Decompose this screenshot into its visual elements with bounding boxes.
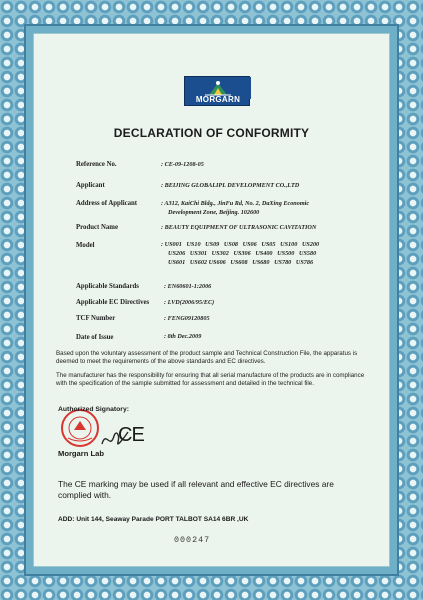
field-value-address-line2: Development Zone, Beijing. 102600 bbox=[168, 209, 260, 216]
lab-name: Morgarn Lab bbox=[58, 449, 104, 458]
assessment-paragraph: Based upon the voluntary assessment of the product sample and Technical Construction File, the apparatus is deemed to meet the requirements of the above standards and EC directives. bbox=[56, 350, 358, 365]
field-value-model-line2: US206 US301 US302 US306 US400 US500 US580 bbox=[168, 250, 317, 257]
red-stamp-icon bbox=[60, 408, 100, 448]
field-value-tcf: : FENG09120805 bbox=[164, 315, 210, 322]
field-value-address-line1: : A312, KaiChi Bldg., JinFu Rd, No. 2, DaXing Economic bbox=[161, 200, 310, 207]
field-value-reference: : CE-09-1208-05 bbox=[161, 161, 204, 168]
field-value-standards: : EN60601-1:2006 bbox=[164, 283, 212, 290]
field-label-date: Date of Issue bbox=[76, 334, 114, 341]
field-label-address: Address of Applicant bbox=[76, 200, 138, 207]
ce-mark: CE bbox=[118, 424, 144, 446]
field-value-product: : BEAUTY EQUIPMENT OF ULTRASONIC CAVITATION bbox=[161, 224, 317, 231]
page-title: DECLARATION OF CONFORMITY bbox=[113, 126, 310, 140]
field-label-model: Model bbox=[76, 242, 95, 249]
serial-number: 000247 bbox=[174, 535, 211, 545]
field-label-reference: Reference No. bbox=[76, 161, 117, 168]
field-value-model-line1: : US001 US10 US09 US08 US06 US05 US100 US200 bbox=[161, 241, 320, 248]
field-label-product: Product Name bbox=[76, 224, 118, 231]
field-value-date: : 8th Dec.2009 bbox=[164, 333, 202, 340]
manufacturer-paragraph: The manufacturer has the responsibility for ensuring that all serial manufacture of the products are in compliance with the specification of the sample submitted for assessment and detailed in the technical file. bbox=[56, 372, 365, 387]
field-value-applicant: : BEIJING GLOBALIPL DEVELOPMENT CO.,LTD bbox=[161, 182, 300, 189]
field-value-directives: : LVD(2006/95/EC) bbox=[164, 299, 215, 306]
address-line: ADD: Unit 144, Seaway Parade PORT TALBOT SA14 6BR ,UK bbox=[58, 516, 249, 523]
morgarn-logo bbox=[184, 76, 250, 106]
field-label-standards: Applicable Standards bbox=[76, 283, 139, 290]
field-label-applicant: Applicant bbox=[76, 182, 105, 189]
field-value-model-line3: US601 US602 US606 US608 US680 US780 US786 bbox=[168, 259, 314, 266]
signatory-label: Authorized Signatory: bbox=[58, 406, 129, 413]
ce-marking-note: The CE marking may be used if all relevant and effective EC directives are complied with. bbox=[58, 479, 334, 500]
field-label-directives: Applicable EC Directives bbox=[76, 299, 150, 306]
logo-text: MORGARN bbox=[195, 95, 241, 104]
field-label-tcf: TCF Number bbox=[76, 315, 116, 322]
